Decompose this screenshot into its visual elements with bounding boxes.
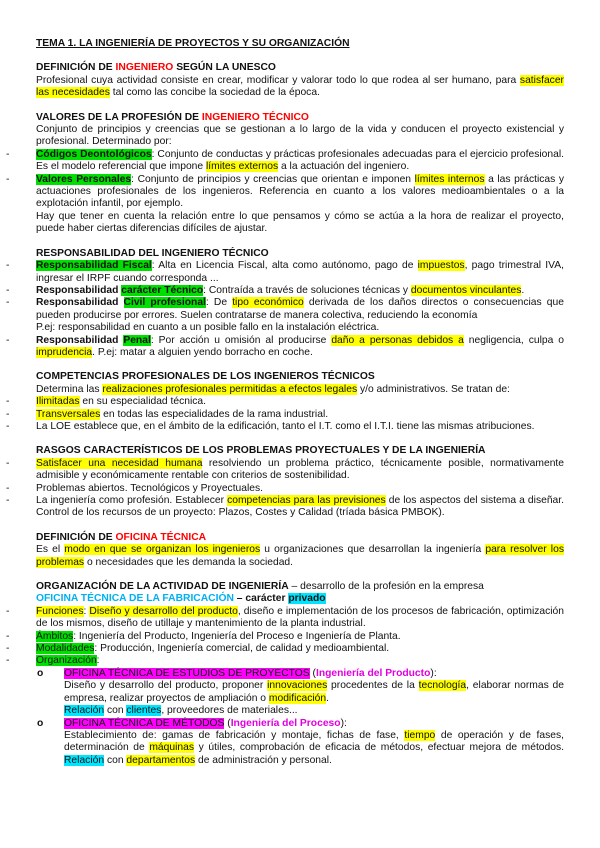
paragraph: Determina las realizaciones profesionales permitidas a efectos legales y/o administrativos. Se tratan de: xyxy=(36,383,510,395)
list-item: - Códigos Deontológicos: Conjunto de conductas y prácticas profesionales adecuadas para el ejercicio profesional. Es el modelo referencial que impone límites externos a la actuación del ingeniero. xyxy=(36,149,564,174)
section-competencias xyxy=(36,371,564,433)
section-responsabilidad xyxy=(36,248,564,360)
list-item: - Responsabilidad Civil profesional: De tipo económico derivada de los daños directos o consecuencias que pueden producirse por errores. Suelen contratarse de manera colectiva, reduciendo la economía xyxy=(36,297,564,322)
paragraph: Diseño y desarrollo del producto, proponer innovaciones procedentes de la tecnología, elaborar normas de empresa, realizar proyectos de ampliación o modificación. xyxy=(64,680,564,704)
paragraph: Relación con clientes, proveedores de materiales... xyxy=(64,705,298,717)
paragraph: Establecimiento de: gamas de fabricación y montaje, fichas de fase, tiempo de operación y de fases, determinación de máquinas y útiles, comprobación de eficacia de métodos, efectuar mejora de métodos. Relación con departamentos de administración y personal. xyxy=(64,729,564,766)
sub-list-item xyxy=(36,718,564,768)
paragraph: P.ej: responsabilidad en cuanto a un posible fallo en la instalación eléctrica. xyxy=(36,322,380,334)
subheading: OFICINA TÉCNICA DE LA FABRICACIÓN – carácter privado xyxy=(36,593,326,605)
list-item: - Responsabilidad Fiscal: Alta en Licencia Fiscal, alta como autónomo, pago de impuestos, pago trimestral IVA, ingresar el IRPF cuando corresponda ... xyxy=(36,260,564,285)
list-item: - Transversales en todas las especialidades de la rama industrial. xyxy=(36,409,564,421)
bullet-dot: o xyxy=(37,667,44,679)
paragraph: Profesional cuya actividad consiste en crear, modificar y valorar todo lo que rodea al ser humano, para satisfacer las necesidades tal como las concibe la sociedad de la época. xyxy=(36,74,564,99)
section-valores-profesion xyxy=(36,112,564,236)
list-item: - Modalidades: Producción, Ingeniería comercial, de calidad y medioambiental. xyxy=(36,643,564,655)
list-item: - Valores Personales: Conjunto de principios y creencias que orientan e imponen límites internos a las prácticas y actuaciones profesionales de los ingenieros. Referencia en cuanto a los valores medioambientales o a la explotación infantil, por ejemplo. xyxy=(36,174,564,211)
section-heading: VALORES DE LA PROFESIÓN DE INGENIERO TÉCNICO xyxy=(36,111,309,123)
section-definicion-ingeniero xyxy=(36,62,564,99)
section-heading: COMPETENCIAS PROFESIONALES DE LOS INGENIEROS TÉCNICOS xyxy=(36,371,375,383)
paragraph: Hay que tener en cuenta la relación entre lo que pensamos y cómo se actúa a la hora de realizar el proyecto, puede haber ciertas diferencias difíciles de ajustar. xyxy=(36,210,564,235)
section-oficina-tecnica xyxy=(36,532,564,569)
list-item: - Ilimitadas en su especialidad técnica. xyxy=(36,396,564,408)
document-title: TEMA 1. LA INGENIERÍA DE PROYECTOS Y SU ORGANIZACIÓN xyxy=(36,38,350,49)
bullet-dot: o xyxy=(37,717,44,729)
list-item: - Funciones: Diseño y desarrollo del producto, diseño e implementación de los procesos de fabricación, optimización de los mismos, diseño de utillaje y mantenimiento de la planta industrial. xyxy=(36,606,564,631)
section-heading: RESPONSABILIDAD DEL INGENIERO TÉCNICO xyxy=(36,247,269,259)
list-item: - Satisfacer una necesidad humana resolviendo un problema práctico, técnicamente posible, normativamente admisible y económicamente rentable con criterios de sostenibilidad. xyxy=(36,458,564,483)
document-page xyxy=(36,38,564,767)
list-item: - Ámbitos: Ingeniería del Producto, Ingeniería del Proceso e Ingeniería de Planta. xyxy=(36,631,564,643)
list-item: - Responsabilidad carácter Técnico: Contraída a través de soluciones técnicas y documentos vinculantes. xyxy=(36,285,564,297)
sub-list-heading: OFICINA TÉCNICA DE ESTUDIOS DE PROYECTOS (Ingeniería del Producto): xyxy=(64,667,437,679)
list-item: - Problemas abiertos. Tecnológicos y Proyectuales. xyxy=(36,483,564,495)
section-organizacion xyxy=(36,581,564,767)
paragraph: Conjunto de principios y creencias que se gestionan a lo largo de la vida y conducen el proyecto existencial y profesional. Determinado por: xyxy=(36,124,564,148)
list-item: - La ingeniería como profesión. Establecer competencias para las previsiones de los aspectos del sistema a diseñar. Control de los recursos de un proyecto: Plazos, Costes y Calidad (tríada básica PMBOK). xyxy=(36,495,564,520)
paragraph: Es el modo en que se organizan los ingenieros u organizaciones que desarrollan la ingeniería para resolver los problemas o necesidades que les demanda la sociedad. xyxy=(36,544,564,568)
list-item: - Organización: xyxy=(36,655,564,667)
list-item: - La LOE establece que, en el ámbito de la edificación, tanto el I.T. como el I.T.I. tiene las mismas atribuciones. xyxy=(36,421,564,433)
section-heading: DEFINICIÓN DE INGENIERO SEGÚN LA UNESCO xyxy=(36,62,276,74)
section-rasgos xyxy=(36,445,564,519)
section-heading: ORGANIZACIÓN DE LA ACTIVIDAD DE INGENIERÍA – desarrollo de la profesión en la empresa xyxy=(36,581,484,593)
list-item: - Responsabilidad Penal: Por acción u omisión al producirse daño a personas debidos a negligencia, culpa o imprudencia. P.ej: matar a alguien yendo borracho en coche. xyxy=(36,335,564,360)
sub-list-heading: OFICINA TÉCNICA DE MÉTODOS (Ingeniería del Proceso): xyxy=(64,717,347,729)
sub-list-item xyxy=(36,668,564,718)
section-heading: RASGOS CARACTERÍSTICOS DE LOS PROBLEMAS PROYECTUALES Y DE LA INGENIERÍA xyxy=(36,445,486,457)
section-heading: DEFINICIÓN DE OFICINA TÉCNICA xyxy=(36,531,207,543)
